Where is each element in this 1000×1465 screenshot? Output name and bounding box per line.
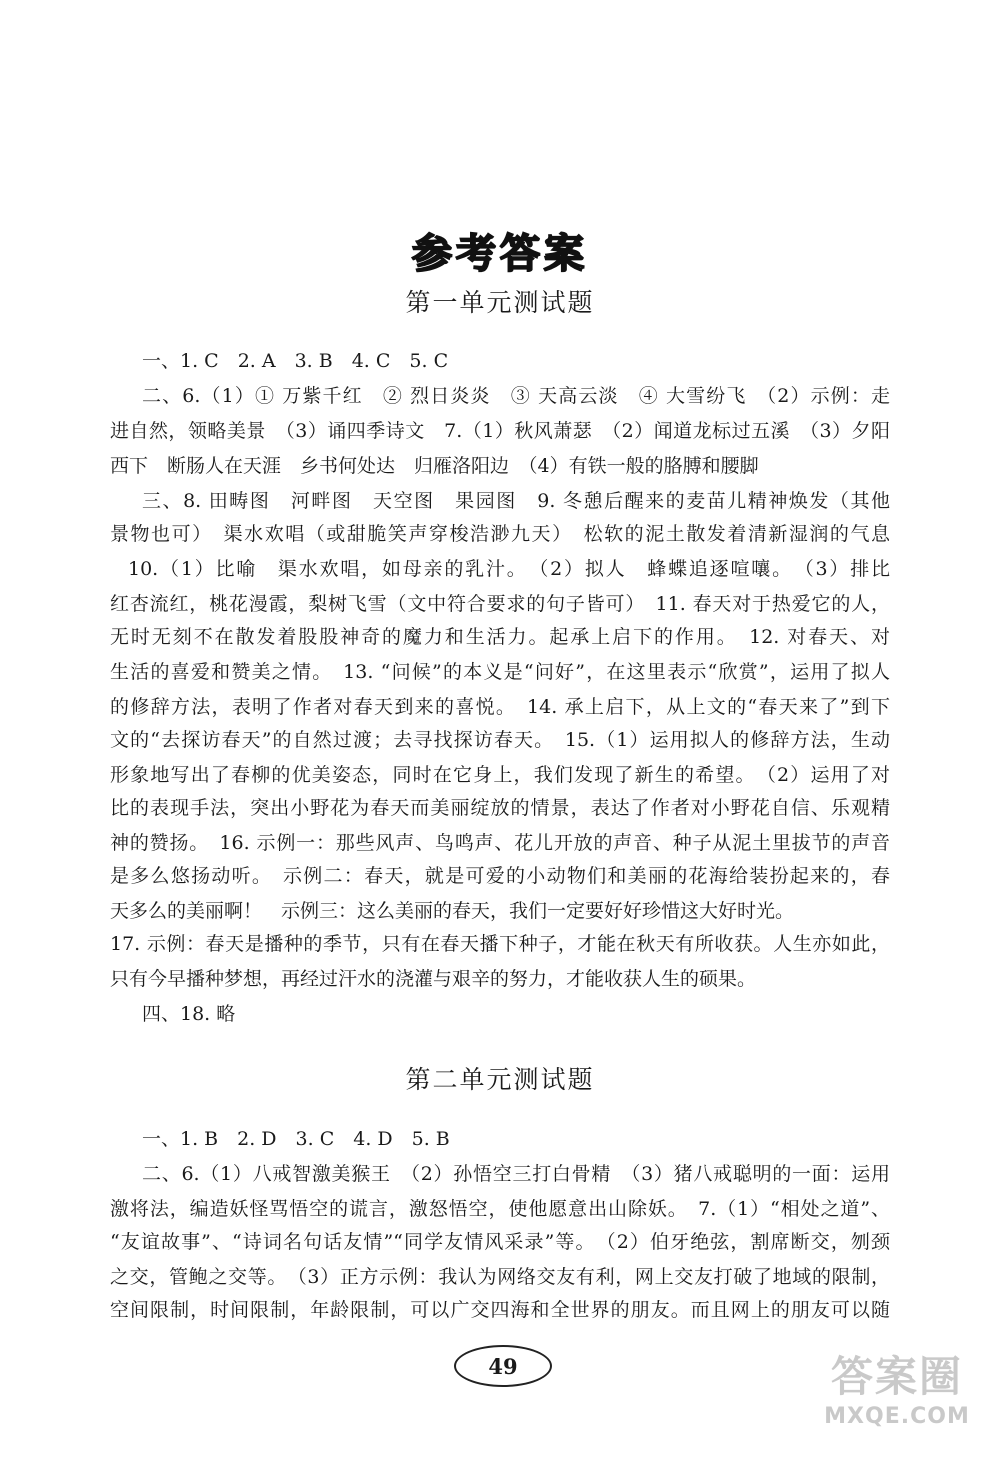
answer-line: 二、6.（1）八戒智激美猴王 （2）孙悟空三打白骨精 （3）猪八戒聪明的一面：运用	[142, 1163, 890, 1185]
answer-line: 激将法，编造妖怪骂悟空的谎言，激怒悟空，使他愿意出山除妖。 7.（1）“相处之道”、	[110, 1198, 890, 1220]
page-title: 参考答案	[412, 231, 588, 277]
answer-line: 形象地写出了春柳的优美姿态，同时在它身上，我们发现了新生的希望。 （2）运用了对	[110, 764, 890, 786]
answer-line: 一、1. B 2. D 3. C 4. D 5. B	[142, 1128, 450, 1150]
answer-line: 景物也可） 渠水欢唱（或甜脆笑声穿梭浩渺九天） 松软的泥土散发着清新湿润的气息	[110, 523, 890, 545]
answer-line: 红杏流红，桃花漫霞，梨树飞雪（文中符合要求的句子皆可） 11. 春天对于热爱它的人，	[110, 593, 890, 615]
answer-line: 空间限制，时间限制，年龄限制，可以广交四海和全世界的朋友。而且网上的朋友可以随	[110, 1299, 890, 1321]
answer-line: 进自然，领略美景 （3）诵四季诗文 7.（1）秋风萧瑟 （2）闻道龙标过五溪 （3）夕阳	[110, 420, 890, 442]
watermark-logo-text: 答案圈	[830, 1352, 963, 1401]
answer-line: 文的“去探访春天”的自然过渡；去寻找探访春天。 15.（1）运用拟人的修辞方法，生动	[110, 729, 890, 751]
watermark-logo	[822, 1350, 972, 1445]
answer-line: 10.（1）比喻 渠水欢唱，如母亲的乳汁。 （2）拟人 蜂蝶追逐喧嚷。 （3）排比	[128, 558, 890, 580]
watermark-site: MXQE.COM	[824, 1404, 970, 1429]
answer-line: 一、1. C 2. A 3. B 4. C 5. C	[142, 350, 449, 372]
answer-line: “友谊故事”、“诗词名句话友情”“同学友情风采录”等。 （2）伯牙绝弦，割席断交，刎颈	[110, 1231, 890, 1253]
answer-line: 是多么悠扬动听。 示例二：春天，就是可爱的小动物们和美丽的花海给装扮起来的，春	[110, 865, 890, 887]
answer-line: 17. 示例：春天是播种的季节，只有在春天播下种子，才能在秋天有所收获。人生亦如此，	[110, 933, 890, 955]
answer-line: 三、8. 田畴图 河畔图 天空图 果园图 9. 冬憩后醒来的麦苗儿精神焕发（其他	[142, 490, 890, 512]
page-number: 49	[454, 1345, 552, 1387]
answer-line: 只有今早播种梦想，再经过汗水的浇灌与艰辛的努力，才能收获人生的硕果。	[110, 968, 757, 990]
answer-line: 天多么的美丽啊！ 示例三：这么美丽的春天，我们一定要好好珍惜这大好时光。	[110, 900, 795, 922]
answer-line: 生活的喜爱和赞美之情。 13. “问候”的本义是“问好”，在这里表示“欣赏”，运用了拟人	[110, 661, 890, 683]
answer-line: 之交，管鲍之交等。 （3）正方示例：我认为网络交友有利，网上交友打破了地域的限制，	[110, 1266, 890, 1288]
answer-line: 无时无刻不在散发着股股神奇的魔力和生活力。起承上启下的作用。 12. 对春天、对	[110, 626, 890, 648]
section-heading-unit1: 第一单元测试题	[405, 288, 595, 317]
section-heading-unit2: 第二单元测试题	[405, 1065, 595, 1094]
answer-line: 二、6.（1）① 万紫千红 ② 烈日炎炎 ③ 天高云淡 ④ 大雪纷飞 （2）示例：走	[142, 385, 890, 407]
answer-line: 西下 断肠人在天涯 乡书何处达 归雁洛阳边 （4）有铁一般的胳膊和腰脚	[110, 455, 759, 477]
answer-line: 的修辞方法，表明了作者对春天到来的喜悦。 14. 承上启下，从上文的“春天来了”到下	[110, 696, 890, 718]
answer-line: 四、18. 略	[142, 1003, 236, 1025]
answer-line: 比的表现手法，突出小野花为春天而美丽绽放的情景，表达了作者对小野花自信、乐观精	[110, 797, 890, 819]
answer-line: 神的赞扬。 16. 示例一：那些风声、鸟鸣声、花儿开放的声音、种子从泥土里拔节的声音	[110, 832, 890, 854]
